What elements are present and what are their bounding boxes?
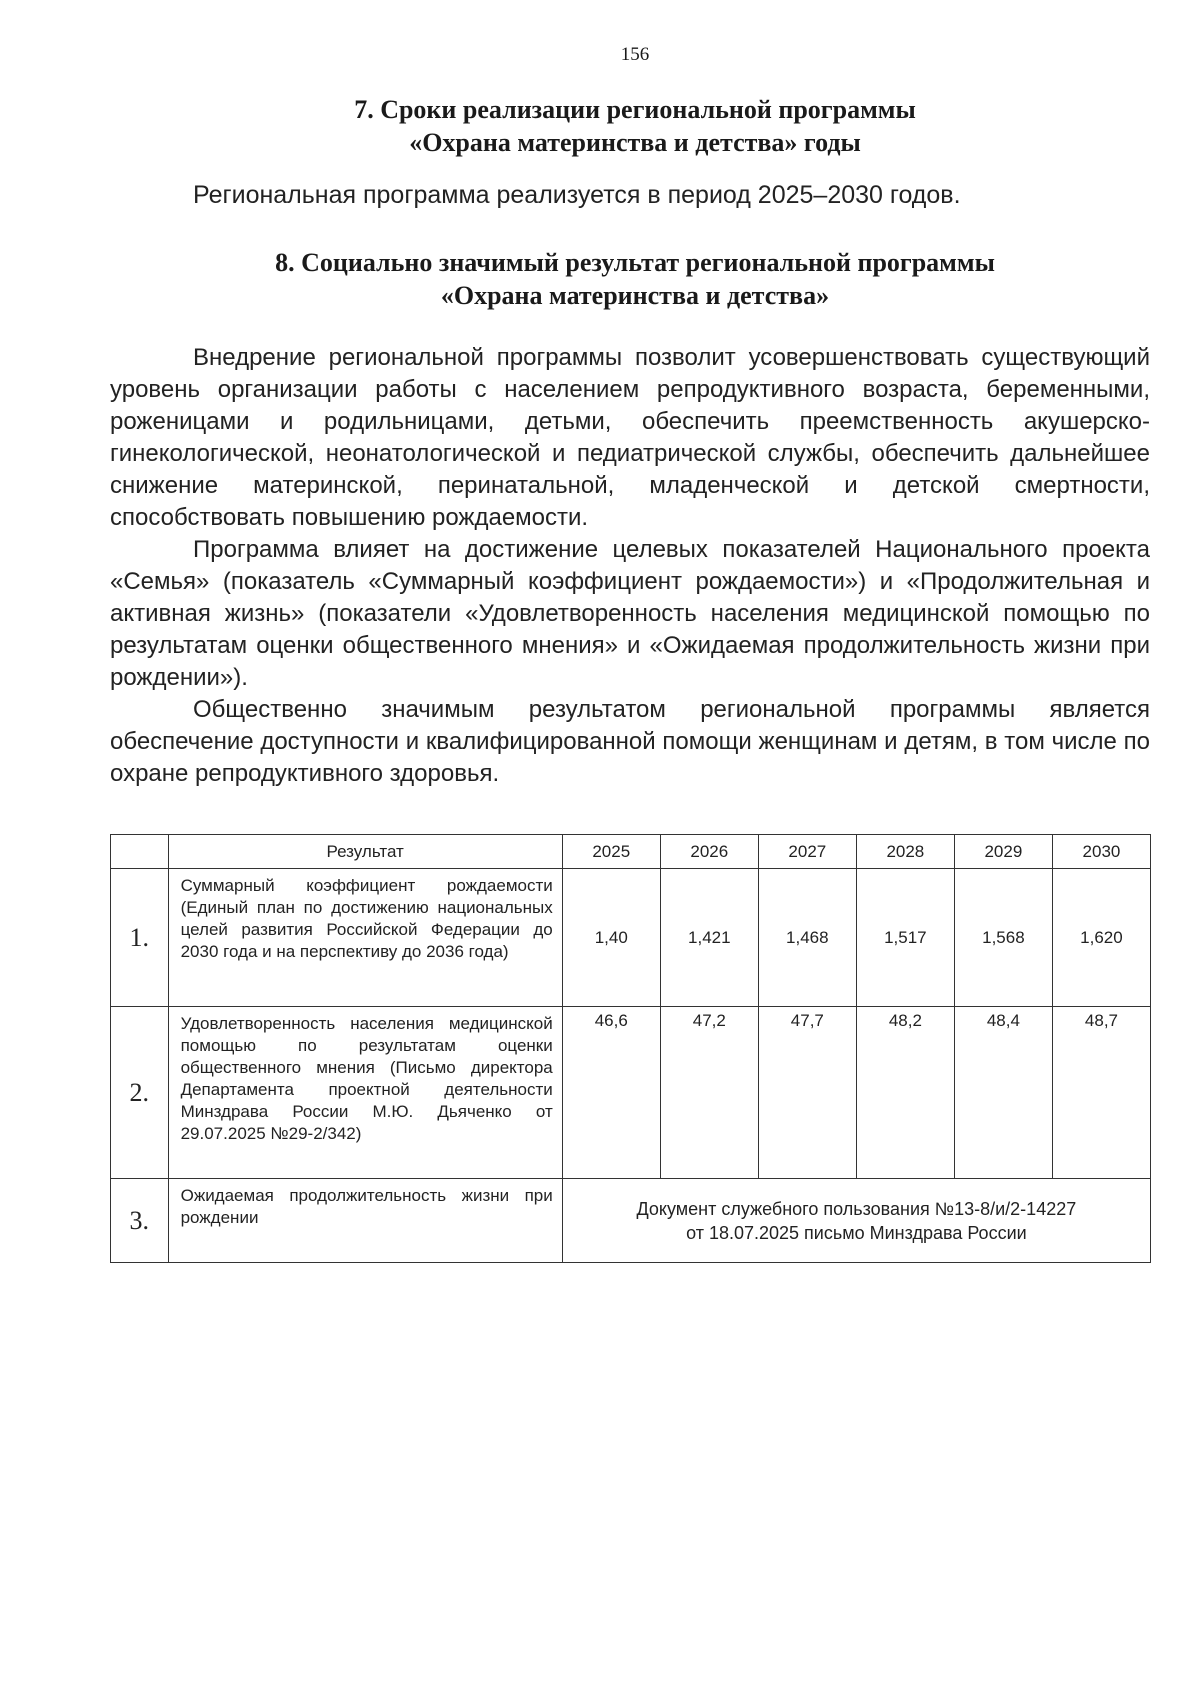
- paragraph: Общественно значимым результатом региональной программы является обеспечение доступности и квалифицированной помощи женщинам и детям, в том числе по охране репродуктивного здоровья.: [110, 696, 1150, 787]
- header-year-cell: 2029: [954, 835, 1052, 869]
- section-7-title-line1: 7. Сроки реализации региональной программы: [354, 95, 916, 124]
- header-year-cell: 2027: [758, 835, 856, 869]
- table-row: [111, 1007, 1151, 1179]
- row-number: 2.: [111, 1007, 169, 1179]
- table-header-row: [111, 835, 1151, 869]
- paragraph: Программа влияет на достижение целевых показателей Национального проекта «Семья» (показатель «Суммарный коэффициент рождаемости») и «Продолжительная и активная жизнь» (показатели «Удовлетворенность населения медицинской помощью по результатам оценки общественного мнения» и «Ожидаемая продолжительность жизни при рождении»).: [110, 536, 1150, 691]
- document-note: [562, 1179, 1150, 1263]
- section-7-title-line2: «Охрана материнства и детства» годы: [409, 128, 861, 157]
- section-8-title-line2: «Охрана материнства и детства»: [440, 281, 830, 310]
- paragraph: Внедрение региональной программы позволит усовершенствовать существующий уровень организации работы с населением репродуктивного возраста, беременными, роженицами и родильницами, детьми, обеспечить преемственность акушерско-гинекологической, неонатологической и педиатрической службы, обеспечить дальнейшее снижение материнской, перинатальной, младенческой и детской смертности, способствовать повышению рождаемости.: [110, 344, 1150, 531]
- header-num-cell: [111, 835, 169, 869]
- value-cell: 1,517: [856, 869, 954, 1007]
- section-8-title: [0, 246, 1200, 312]
- section-7-title: [0, 93, 1200, 159]
- section-8-title-line1: 8. Социально значимый результат региональной программы: [275, 248, 995, 277]
- document-note-line2: от 18.07.2025 письмо Минздрава России: [686, 1222, 1027, 1243]
- header-result-cell: Результат: [168, 835, 562, 869]
- header-year-cell: 2025: [562, 835, 660, 869]
- result-description: Ожидаемая продолжительность жизни при рождении: [168, 1179, 562, 1263]
- value-cell: 1,468: [758, 869, 856, 1007]
- value-cell: 1,421: [660, 869, 758, 1007]
- row-number: 3.: [111, 1179, 169, 1263]
- header-year-cell: 2026: [660, 835, 758, 869]
- table-row: [111, 1179, 1151, 1263]
- page-number: 156: [620, 44, 650, 65]
- value-cell: 48,7: [1052, 1007, 1150, 1179]
- row-number: 1.: [111, 869, 169, 1007]
- section-8-body: [110, 342, 1150, 790]
- value-cell: 48,2: [856, 1007, 954, 1179]
- results-table: [110, 834, 1151, 1263]
- value-cell: 1,620: [1052, 869, 1150, 1007]
- result-description: Суммарный коэффициент рождаемости (Единый план по достижению национальных целей развития Российской Федерации до 2030 года и на перспективу до 2036 года): [168, 869, 562, 1007]
- header-year-cell: 2030: [1052, 835, 1150, 869]
- value-cell: 1,40: [562, 869, 660, 1007]
- document-note-line1: Документ служебного пользования №13-8/и/2-14227: [636, 1198, 1077, 1219]
- value-cell: 47,2: [660, 1007, 758, 1179]
- header-year-cell: 2028: [856, 835, 954, 869]
- program-period-text: Региональная программа реализуется в период 2025–2030 годов.: [193, 181, 961, 209]
- value-cell: 47,7: [758, 1007, 856, 1179]
- table-row: [111, 869, 1151, 1007]
- value-cell: 46,6: [562, 1007, 660, 1179]
- result-description: Удовлетворенность населения медицинской помощью по результатам оценки общественного мнения (Письмо директора Департамента проектной деятельности Минздрава России М.Ю. Дьяченко от 29.07.2025 №29-2/342): [168, 1007, 562, 1179]
- value-cell: 1,568: [954, 869, 1052, 1007]
- value-cell: 48,4: [954, 1007, 1052, 1179]
